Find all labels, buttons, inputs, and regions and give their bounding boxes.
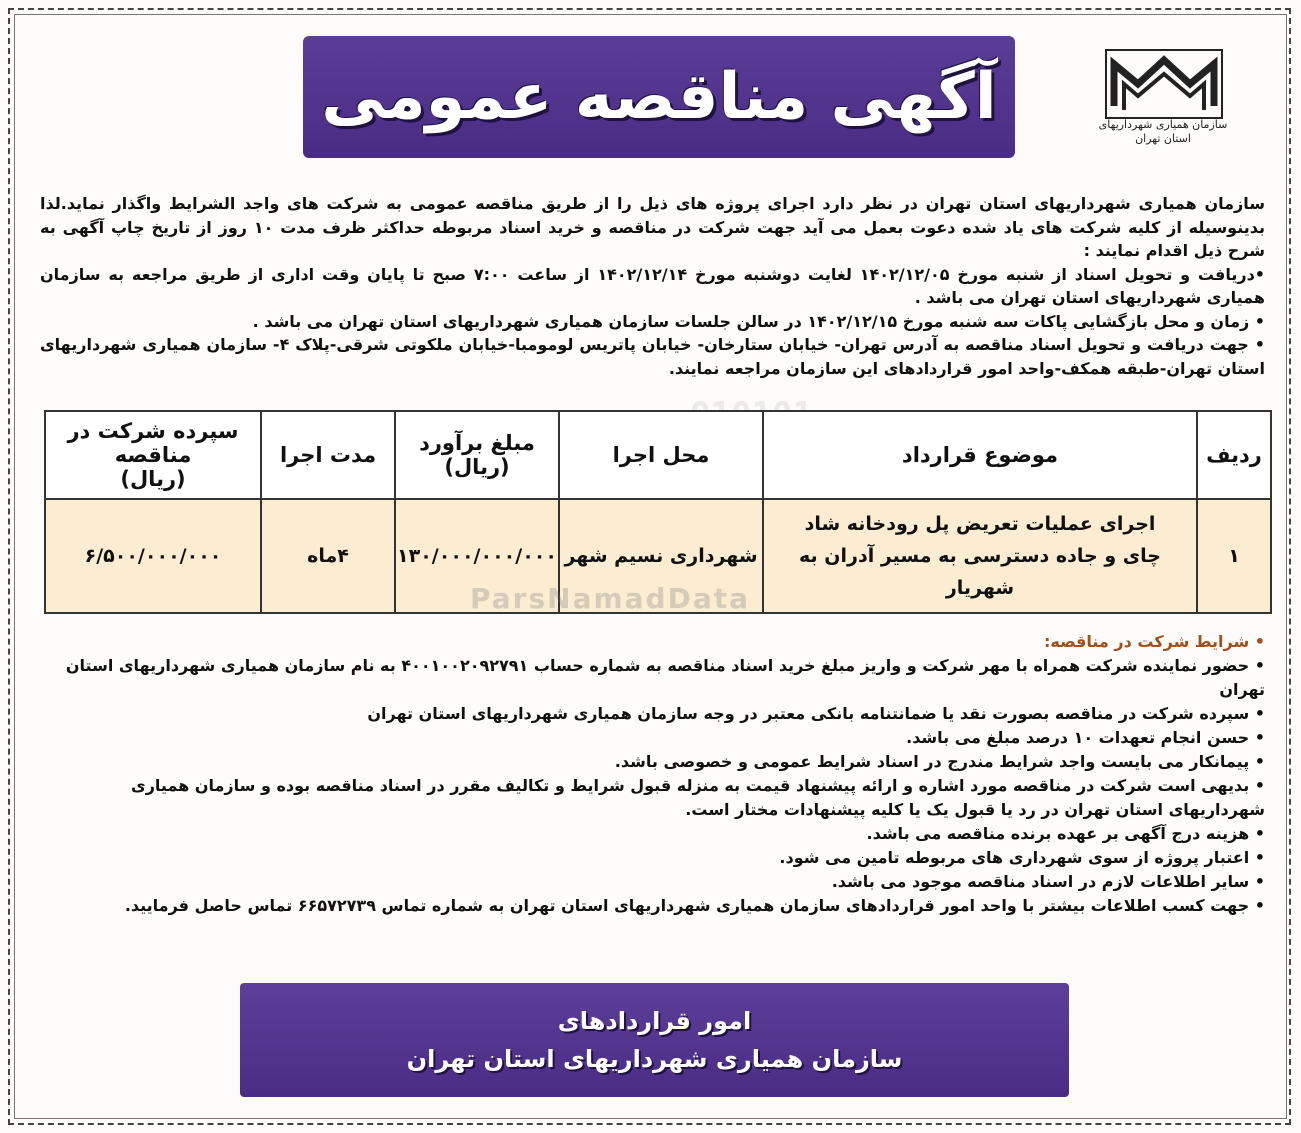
footer-banner <box>240 983 1069 1097</box>
conditions-list <box>40 654 1265 918</box>
cell-subject: اجرای عملیات تعریض پل رودخانه شاد چای و جاده دسترسی به مسیر آدران به شهریار <box>763 499 1197 613</box>
header-row-number: ردیف <box>1197 411 1271 499</box>
header-subject: موضوع قرارداد <box>763 411 1197 499</box>
page-title: آگهی مناقصه عمومی <box>321 60 997 134</box>
cell-deposit: ۶/۵۰۰/۰۰۰/۰۰۰ <box>45 499 261 613</box>
header-duration: مدت اجرا <box>261 411 395 499</box>
intro-text <box>40 192 1265 380</box>
list-item: • حضور نماینده شرکت همراه با مهر شرکت و واریز مبلغ خرید اسناد مناقصه به شماره حساب ۴۰۰۱۰۰۲۰۹۲۷۹۱ به نام سازمان همیاری شهرداریهای استان تهران <box>40 654 1265 702</box>
header-location: محل اجرا <box>559 411 763 499</box>
cell-duration: ۴ماه <box>261 499 395 613</box>
list-item: • سایر اطلاعات لازم در اسناد مناقصه موجود می باشد. <box>40 870 1265 894</box>
title-banner <box>303 36 1015 158</box>
list-item: • پیمانکار می بایست واجد شرایط مندرج در اسناد شرایط عمومی و خصوصی باشد. <box>40 750 1265 774</box>
table-header-row <box>45 411 1271 499</box>
conditions-section <box>40 630 1265 918</box>
list-item: • اعتبار پروژه از سوی شهرداری های مربوطه تامین می شود. <box>40 846 1265 870</box>
list-item: • جهت کسب اطلاعات بیشتر با واحد امور قراردادهای سازمان همیاری شهرداریهای استان تهران به شماره تماس ۶۶۵۷۲۷۳۹ تماس حاصل فرمایید. <box>40 894 1265 918</box>
cell-location: شهرداری نسیم شهر <box>559 499 763 613</box>
cell-estimate: ۱۳۰/۰۰۰/۰۰۰/۰۰۰ <box>395 499 559 613</box>
intro-paragraph: • زمان و محل بازگشایی پاکات سه شنبه مورخ ۱۴۰۲/۱۲/۱۵ در سالن جلسات سازمان همیاری شهرداریهای استان تهران می باشد . <box>252 311 1265 331</box>
intro-paragraph: •دریافت و تحویل اسناد از شنبه مورخ ۱۴۰۲/۱۲/۰۵ لغایت دوشنبه مورخ ۱۴۰۲/۱۲/۱۴ از ساعت ۷:۰۰ صبح تا پایان وقت اداری از طریق مراجعه به سازمان همیاری شهرداریهای استان تهران می باشد . <box>40 264 1266 307</box>
watermark: ParsNamadData <box>470 582 750 615</box>
list-item: • حسن انجام تعهدات ۱۰ درصد مبلغ می باشد. <box>40 726 1265 750</box>
intro-paragraph: • جهت دریافت و تحویل اسناد مناقصه به آدرس تهران- خیابان ستارخان- خیابان پاتریس لومومبا-خیابان ملکوتی شرقی-پلاک ۴- سازمان همیاری شهرداریهای استان تهران-طبقه همکف-واحد امور قراردادهای این سازمان مراجعه نمایند. <box>40 335 1265 378</box>
logo-caption: سازمان همیاری شهرداریهای استان تهران <box>1098 118 1228 145</box>
list-item: • سپرده شرکت در مناقصه بصورت نقد یا ضمانتنامه بانکی معتبر در وجه سازمان همیاری شهرداریهای استان تهران <box>40 702 1265 726</box>
header-deposit: سپرده شرکت در مناقصه (ریال) <box>45 411 261 499</box>
cell-row-number: ۱ <box>1197 499 1271 613</box>
list-item: • هزینه درج آگهی بر عهده برنده مناقصه می باشد. <box>40 822 1265 846</box>
conditions-title: • شرایط شرکت در مناقصه: <box>1044 632 1265 651</box>
footer-line: امور قراردادهای <box>557 1007 752 1035</box>
footer-line: سازمان همیاری شهرداریهای استان تهران <box>406 1045 903 1073</box>
intro-paragraph: سازمان همیاری شهرداریهای استان تهران در نظر دارد اجرای پروژه های ذیل را از طریق مناقصه عمومی به شرکت های واجد الشرایط واگذار نماید.لذا بدینوسیله از کلیه شرکت های یاد شده دعوت بعمل می آید جهت شرکت در مناقصه و خرید اسناد مربوطه حداکثر ظرف مدت ۱۰ روز از تاریخ چاپ آگهی به شرح ذیل اقدام نمایند : <box>40 194 1265 260</box>
header-estimate: مبلغ برآورد (ریال) <box>395 411 559 499</box>
list-item: • بدیهی است شرکت در مناقصه مورد اشاره و ارائه پیشنهاد قیمت به منزله قبول شرایط و تکالیف مقرر در اسناد مناقصه بوده و سازمان همیاری شهرداریهای استان تهران در رد یا قبول یک یا کلیه پیشنهادات مختار است. <box>40 774 1265 822</box>
